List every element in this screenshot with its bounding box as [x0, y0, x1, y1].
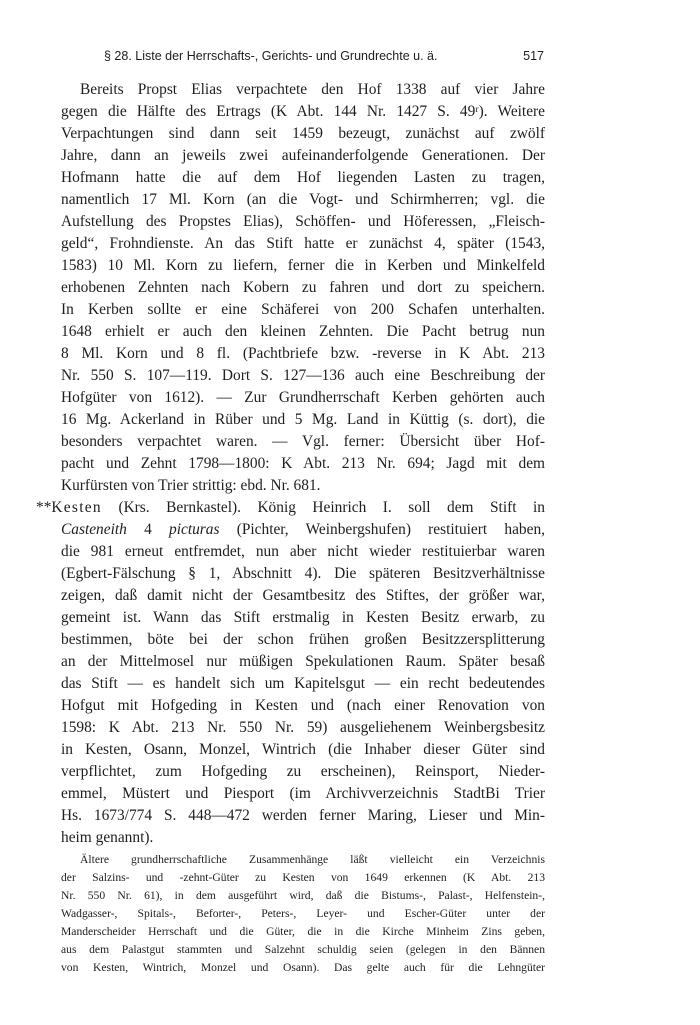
- text-line: Nr. 550 S. 107—119. Dort S. 127—136 auch eine Beschreibung der: [61, 367, 545, 384]
- entry-first-line: [36, 497, 545, 519]
- running-head-title: § 28. Liste der Herrschafts-, Gerichts- und Grundrechte u. ä.: [104, 49, 438, 63]
- text-line: geld“, Frohndienste. An das Stift hatte er zunächst 4, später (1543,: [61, 235, 545, 252]
- text-line: 1648 erhielt er auch den kleinen Zehnten. Die Pacht betrug nun: [61, 323, 545, 340]
- text-line: gemeint ist. Wann das Stift erstmalig in Kesten Besitz erwarb, zu: [61, 609, 545, 626]
- text-line: Bereits Propst Elias verpachtete den Hof 1338 auf vier Jahre: [80, 81, 545, 98]
- note-line: Manderscheider Herrschaft und die Güter, die in die Kirche Minheim Zins geben,: [61, 925, 545, 938]
- place-name-italic: Casteneith: [61, 521, 127, 538]
- text-line: pacht und Zehnt 1798—1800: K Abt. 213 Nr. 694; Jagd mit dem: [61, 455, 545, 472]
- text-line: Hofgüter von 1612). — Zur Grundherrschaft Kerben gehörten auch: [61, 389, 545, 406]
- text-line: an der Mittelmosel nur müßigen Spekulationen Raum. Später besaß: [61, 653, 545, 670]
- running-head: [104, 46, 544, 66]
- text-line: gegen die Hälfte des Ertrags (K Abt. 144 Nr. 1427 S. 49ʳ). Weitere: [61, 103, 545, 120]
- text-line: Kurfürsten von Trier strittig: ebd. Nr. 681.: [61, 477, 321, 494]
- note-line: Wadgasser-, Spitals-, Beforter-, Peters-, Leyer- und Escher-Güter unter der: [61, 907, 545, 920]
- text-line: das Stift — es handelt sich um Kapitelsgut — ein recht bedeutendes: [61, 675, 545, 692]
- text-line: 16 Mg. Ackerland in Rüber und 5 Mg. Land in Küttig (s. dort), die: [61, 411, 545, 428]
- text-line: Jahre, dann an jeweils zwei aufeinanderfolgende Generationen. Der: [61, 147, 545, 164]
- text-line: emmel, Müstert und Piesport (im Archivverzeichnis StadtBi Trier: [61, 785, 545, 802]
- note-line: Nr. 550 Nr. 61), in dem ausgeführt wird, daß die Bistums-, Palast-, Helfenstein-,: [61, 889, 545, 902]
- text-line: bestimmen, böte bei der schon frühen großen Besitzzersplitterung: [61, 631, 545, 648]
- note-line: Ältere grundherrschaftliche Zusammenhänge läßt vielleicht ein Verzeichnis: [80, 853, 545, 866]
- text-line: Hofmann hatte die auf dem Hof liegenden Lasten zu tragen,: [61, 169, 545, 186]
- entry-text: 4: [126, 521, 170, 538]
- term-italic: picturas: [169, 521, 220, 538]
- text-line: 1598: K Abt. 213 Nr. 550 Nr. 59) ausgeliehenem Weinbergsbesitz: [61, 719, 545, 736]
- text-line: erhobenen Zehnten nach Kobern zu fahren und dort zu speichern.: [61, 279, 545, 296]
- text-line: namentlich 17 Ml. Korn (an die Vogt- und Schirmherren; vgl. die: [61, 191, 545, 208]
- text-line: Verpachtungen sind dann seit 1459 bezeugt, zunächst auf zwölf: [61, 125, 545, 142]
- text-line: 1583) 10 Ml. Korn zu liefern, ferner die in Kerben und Minkelfeld: [61, 257, 545, 274]
- page-number: 517: [523, 49, 544, 63]
- entry-text: (Krs. Bernkastel). König Heinrich I. soll dem Stift in: [101, 499, 545, 516]
- text-line: in Kesten, Osann, Monzel, Wintrich (die Inhaber dieser Güter sind: [61, 741, 545, 758]
- text-line: Hs. 1673/774 S. 448—472 werden ferner Maring, Lieser und Min-: [61, 807, 545, 824]
- note-line: der Salzins- und -zehnt-Güter zu Kesten von 1649 erkennen (K Abt. 213: [61, 871, 545, 884]
- note-line: aus dem Palastgut stammten und Salzehnt schuldig seien (gelegen in den Bännen: [61, 943, 545, 956]
- text-line: zeigen, daß damit nicht der Gesamtbesitz des Stiftes, der größer war,: [61, 587, 545, 604]
- text-line: 8 Ml. Korn und 8 fl. (Pachtbriefe bzw. -reverse in K Abt. 213: [61, 345, 545, 362]
- entry-marker: **: [36, 499, 52, 516]
- note-line: von Kesten, Wintrich, Monzel und Osann). Das gelte auch für die Lehngüter: [61, 961, 545, 974]
- entry-text: (Pichter, Weinbergshufen) restituiert haben,: [219, 521, 545, 538]
- text-line: verpflichtet, zum Hofgeding zu erscheinen), Reinsport, Nieder-: [61, 763, 545, 780]
- text-line: besonders verpachtet waren. — Vgl. ferner: Übersicht über Hof-: [61, 433, 545, 450]
- text-line: (Egbert-Fälschung § 1, Abschnitt 4). Die späteren Besitzverhältnisse: [61, 565, 545, 582]
- text-line: Hofgut mit Hofgeding in Kesten und (nach einer Renovation von: [61, 697, 545, 714]
- entry-second-line: [61, 519, 545, 541]
- text-line: die 981 erneut entfremdet, nun aber nicht wieder restituierbar waren: [61, 543, 545, 560]
- text-line: heim genannt).: [61, 829, 154, 846]
- entry-lemma: Kesten: [51, 499, 102, 516]
- text-line: Aufstellung des Propstes Elias), Schöffen- und Höferessen, „Fleisch-: [61, 213, 545, 230]
- text-line: In Kerben sollte er eine Schäferei von 200 Schafen unterhalten.: [61, 301, 545, 318]
